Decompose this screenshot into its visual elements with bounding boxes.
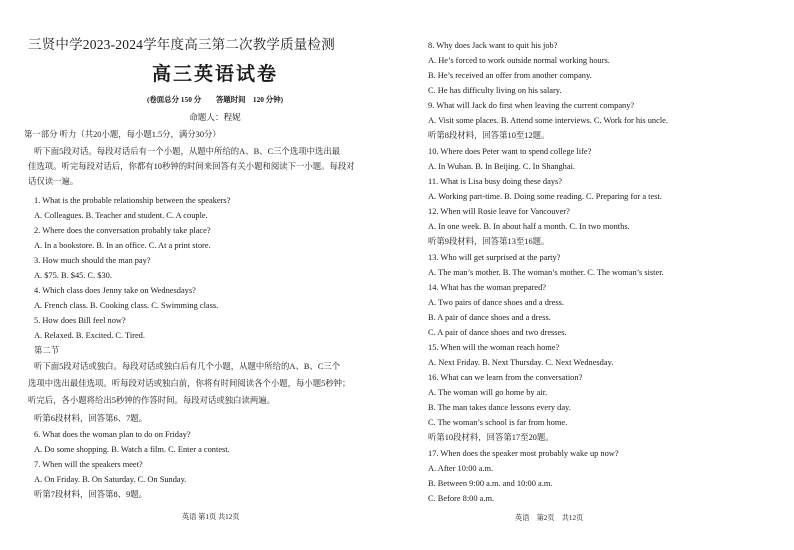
material-line: 听第7段材料，回答第8、9题。 [34,490,148,499]
question-line: 11. What is Lisa busy doing these days? [428,177,562,186]
question-line: 15. When will the woman reach home? [428,343,560,352]
instruction-line: 听下面5段对话或独白。每段对话或独白后有几个小题，从题中所给的A、B、C三个 [34,362,341,371]
instruction-line: 选项中选出最佳选项。听每段对话或独白前，你将有时间阅读各个小题，每小题5秒钟； [28,379,351,388]
question-line: 3. How much should the man pay? [34,256,151,265]
section2-heading: 第二节 [34,346,60,355]
question-line: 7. When will the speakers meet? [34,460,143,469]
material-line: 听第9段材料，回答第13至16题。 [428,237,550,246]
question-line: 13. Who will get surprised at the party? [428,253,561,262]
exam-page-right [410,0,794,550]
question-line: 14. What has the woman prepared? [428,283,546,292]
material-line: 听第10段材料，回答第17至20题。 [428,433,554,442]
instruction-line: 听下面5段对话。每段对话后有一个小题，从题中所给的A、B、C三个选项中选出最 [34,147,341,156]
option-line: A. Do some shopping. B. Watch a film. C. Enter a contest. [34,445,230,454]
option-line: A. After 10:00 a.m. [428,464,494,473]
option-line: B. The man takes dance lessons every day. [428,403,571,412]
option-line: A. In one week. B. In about half a month. C. In two months. [428,222,630,231]
option-line: C. The woman’s school is far from home. [428,418,568,427]
section1-heading: 第一部分 听力（共20小题，每小题1.5分，满分30分） [24,130,221,139]
exam-info: (卷面总分 150 分 答题时间 120 分钟) [146,95,284,104]
question-line: 17. When does the speaker most probably wake up now? [428,449,619,458]
question-line: 12. When will Rosie leave for Vancouver? [428,207,570,216]
option-line: A. On Friday. B. On Saturday. C. On Sunday. [34,475,187,484]
option-line: C. Before 8:00 a.m. [428,494,495,503]
question-line: 9. What will Jack do first when leaving the current company? [428,101,635,110]
question-line: 1. What is the probable relationship between the speakers? [34,196,231,205]
option-line: A. In a bookstore. B. In an office. C. At a print store. [34,241,211,250]
option-line: B. A pair of dance shoes and a dress. [428,313,551,322]
option-line: A. Colleagues. B. Teacher and student. C. A couple. [34,211,208,220]
option-line: A. Relaxed. B. Excited. C. Tired. [34,331,145,340]
question-line: 5. How does Bill feel now? [34,316,126,325]
question-line: 2. Where does the conversation probably take place? [34,226,211,235]
author-line: 命题人：程妮 [189,112,241,122]
option-line: A. Visit some places. B. Attend some interviews. C. Work for his uncle. [428,116,668,125]
option-line: A. $75. B. $45. C. $30. [34,271,112,280]
question-line: 10. Where does Peter want to spend college life? [428,147,592,156]
page-footer: 英语 第2页 共12页 [515,514,584,522]
option-line: A. Two pairs of dance shoes and a dress. [428,298,565,307]
option-line: B. Between 9:00 a.m. and 10:00 a.m. [428,479,553,488]
option-line: A. French class. B. Cooking class. C. Swimming class. [34,301,219,310]
option-line: A. Working part-time. B. Doing some reading. C. Preparing for a test. [428,192,662,201]
option-line: C. He has difficulty living on his salary. [428,86,562,95]
option-line: B. He’s received an offer from another company. [428,71,592,80]
exam-title: 高三英语试卷 [151,64,278,85]
option-line: A. Next Friday. B. Next Thursday. C. Next Wednesday. [428,358,614,367]
option-line: A. The man’s mother. B. The woman’s mother. C. The woman’s sister. [428,268,664,277]
page-footer: 英语 第1页 共12页 [182,513,240,521]
instruction-line: 话仅读一遍。 [28,177,79,186]
question-line: 16. What can we learn from the conversation? [428,373,583,382]
question-line: 4. Which class does Jenny take on Wednesdays? [34,286,196,295]
option-line: A. In Wuhan. B. In Beijing. C. In Shanghai. [428,162,575,171]
option-line: A. He’s forced to work outside normal working hours. [428,56,610,65]
instruction-line: 听完后，各小题将给出5秒钟的作答时间。每段对话或独白读两遍。 [28,396,276,405]
question-line: 8. Why does Jack want to quit his job? [428,41,558,50]
option-line: C. A pair of dance shoes and two dresses. [428,328,567,337]
question-line: 6. What does the woman plan to do on Friday? [34,430,191,439]
material-line: 听第8段材料，回答第10至12题。 [428,131,550,140]
option-line: A. The woman will go home by air. [428,388,548,397]
school-title: 三贤中学2023-2024学年度高三第二次教学质量检测 [28,37,335,52]
instruction-line: 佳选项。听完每段对话后，你都有10秒钟的时间来回答有关小题和阅读下一小题。每段对 [28,162,355,171]
material-line: 听第6段材料，回答第6、7题。 [34,414,148,423]
